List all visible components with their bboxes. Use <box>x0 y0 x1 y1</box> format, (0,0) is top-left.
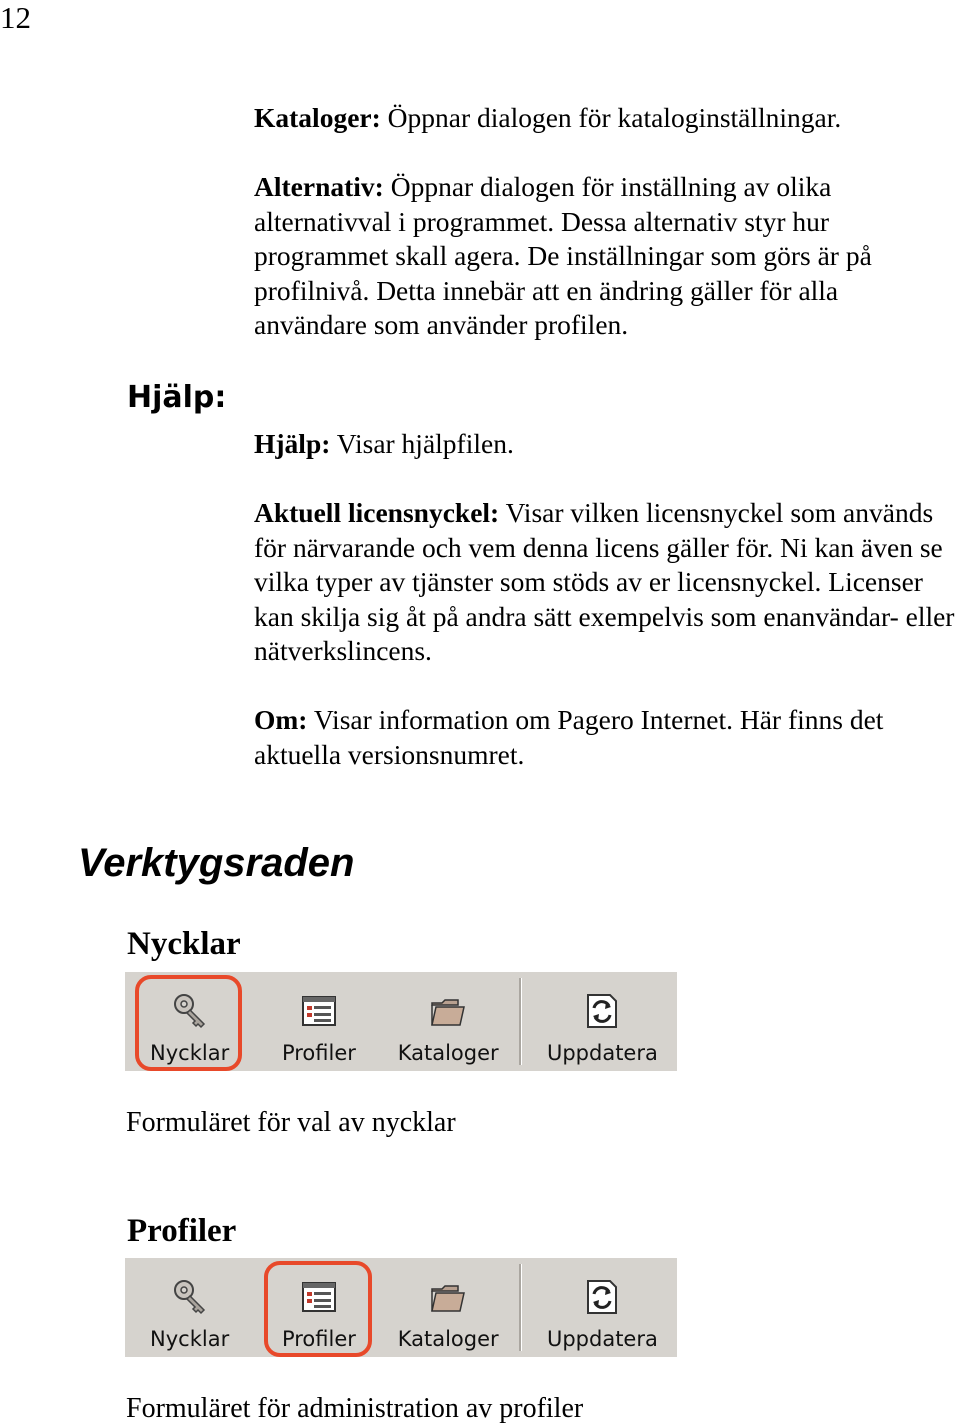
profile-list-icon <box>299 991 339 1031</box>
toolbar-button-kataloger[interactable] <box>384 972 513 1071</box>
paragraph-om <box>254 703 960 772</box>
toolbar-button-nycklar[interactable] <box>125 972 254 1071</box>
heading-verktygsraden: Verktygsraden <box>78 841 355 885</box>
toolbar-label: Kataloger <box>397 1327 499 1351</box>
toolbar-label: Nycklar <box>150 1327 230 1351</box>
paragraph-alternativ <box>254 170 944 343</box>
caption-nycklar: Formuläret för val av nycklar <box>126 1107 456 1138</box>
toolbar-label: Uppdatera <box>546 1327 658 1351</box>
term-alternativ: Alternativ: <box>254 171 384 202</box>
toolbar-label: Nycklar <box>150 1041 230 1065</box>
heading-profiler: Profiler <box>127 1213 237 1249</box>
term-licens: Aktuell licensnyckel: <box>254 497 500 528</box>
profile-list-icon <box>299 1277 339 1317</box>
folder-icon <box>428 1277 468 1317</box>
toolbar-label: Profiler <box>281 1041 356 1065</box>
desc-licens: Visar vilken licensnyckel som används för närvarande och vem denna licens gäller för. Ni kan även se vilka typer av tjänster som stöds av er licensnyckel. Licenser kan skilja sig åt på andra sätt exempelvis som enanvändar- eller nätverkslincens. <box>254 497 955 666</box>
term-om: Om: <box>254 704 308 735</box>
caption-profiler: Formuläret för administration av profiler <box>126 1393 584 1424</box>
refresh-icon <box>582 991 622 1031</box>
toolbar-label: Profiler <box>281 1327 356 1351</box>
toolbar-button-uppdatera[interactable] <box>528 972 677 1071</box>
toolbar-button-uppdatera[interactable] <box>528 1258 677 1357</box>
toolbar-separator <box>519 978 522 1065</box>
key-icon <box>170 1277 210 1317</box>
help-section-label: Hjälp: <box>127 380 227 415</box>
paragraph-hjalp <box>254 427 960 462</box>
desc-alternativ: Öppnar dialogen för inställning av olika alternativval i programmet. Dessa alternativ styr hur programmet skall agera. De inställningar som görs är på profilnivå. Detta innebär att en ändring gäller för alla användare som använder profilen. <box>254 171 872 340</box>
refresh-icon <box>582 1277 622 1317</box>
toolbar-button-nycklar[interactable] <box>125 1258 254 1357</box>
heading-nycklar: Nycklar <box>127 926 241 962</box>
toolbar-nycklar <box>125 972 677 1071</box>
toolbar-button-profiler[interactable] <box>254 1258 383 1357</box>
toolbar-profiler <box>125 1258 677 1357</box>
key-icon <box>170 991 210 1031</box>
term-kataloger: Kataloger: <box>254 102 381 133</box>
toolbar-button-kataloger[interactable] <box>384 1258 513 1357</box>
desc-om: Visar information om Pagero Internet. Här finns det aktuella versionsnumret. <box>254 704 884 770</box>
desc-hjalp: Visar hjälpfilen. <box>330 428 514 459</box>
page-number: 12 <box>0 0 31 35</box>
toolbar-button-profiler[interactable] <box>254 972 383 1071</box>
desc-kataloger: Öppnar dialogen för kataloginställningar. <box>380 102 842 133</box>
paragraph-licens <box>254 496 960 669</box>
toolbar-separator <box>519 1264 522 1351</box>
folder-icon <box>428 991 468 1031</box>
toolbar-label: Uppdatera <box>546 1041 658 1065</box>
toolbar-label: Kataloger <box>397 1041 499 1065</box>
term-hjalp: Hjälp: <box>254 428 331 459</box>
paragraph-kataloger <box>254 101 960 136</box>
